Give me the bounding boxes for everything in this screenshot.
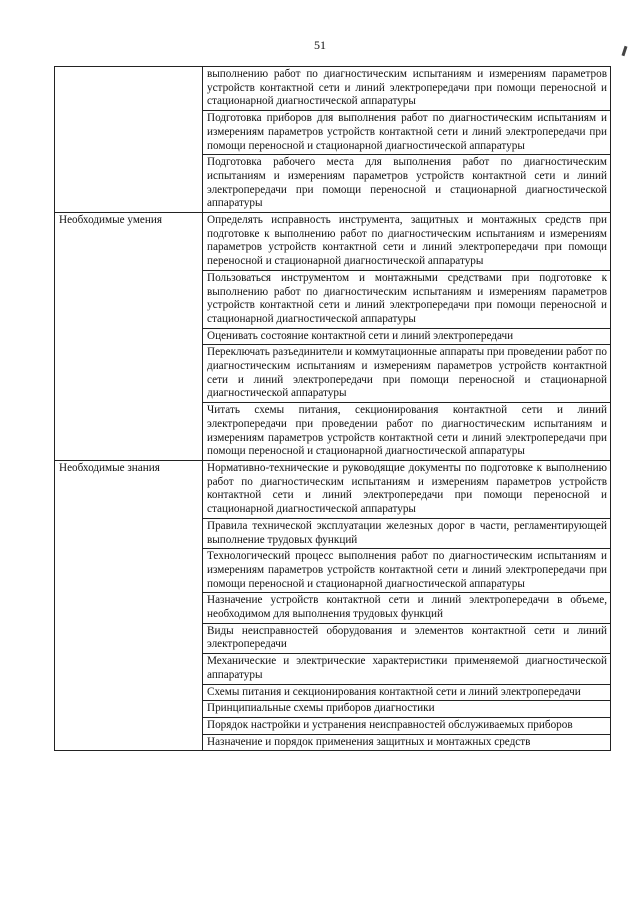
knowledge-text: Технологический процесс выполнения работ по диагностическим испытаниям и измерениям параметров устройств контактной сети и линий электропередачи при помощи переносной и стационарной диагностической аппаратуры: [203, 549, 611, 593]
skill-text: Читать схемы питания, секционирования контактной сети и линий электропередачи при проведении работ по диагностическим испытаниям и измерениям параметров устройств контактной сети и линий электропередачи при помощи переносной и стационарной диагностической аппаратуры: [203, 403, 611, 461]
knowledge-text: Механические и электрические характеристики применяемой диагностической аппаратуры: [203, 654, 611, 684]
competency-table: [54, 66, 611, 751]
page-number: 51: [314, 38, 326, 52]
row-label-knowledge: Необходимые знания: [55, 460, 203, 750]
knowledge-text: Нормативно-технические и руководящие документы по подготовке к выполнению работ по диагностическим испытаниям и измерениям параметров устройств контактной сети и линий электропередачи при помощи переносной и стационарной диагностической аппаратуры: [203, 460, 611, 518]
knowledge-text: Виды неисправностей оборудования и элементов контактной сети и линий электропередачи: [203, 623, 611, 653]
action-text: выполнению работ по диагностическим испытаниям и измерениям параметров устройств контактной сети и линий электропередачи при помощи переносной и стационарной диагностической аппаратуры: [203, 67, 611, 111]
knowledge-text: Назначение и порядок применения защитных и монтажных средств: [203, 734, 611, 751]
skill-text: Пользоваться инструментом и монтажными средствами при подготовке к выполнению работ по диагностическим испытаниям и измерениям параметров устройств контактной сети и линий электропередачи при помощи переносной и стационарной диагностической аппаратуры: [203, 270, 611, 328]
table-row: [55, 460, 611, 518]
table-row: [55, 67, 611, 111]
knowledge-text: Принципиальные схемы приборов диагностики: [203, 701, 611, 718]
action-text: Подготовка приборов для выполнения работ по диагностическим испытаниям и измерениям параметров устройств контактной сети и линий электропередачи при помощи переносной и стационарной диагностической аппаратуры: [203, 111, 611, 155]
table-row: [55, 213, 611, 271]
action-text: Подготовка рабочего места для выполнения работ по диагностическим испытаниям и измерениям параметров устройств контактной сети и линий электропередачи при помощи переносной и стационарной диагностической аппаратуры: [203, 155, 611, 213]
knowledge-text: Правила технической эксплуатации железных дорог в части, регламентирующей выполнение трудовых функций: [203, 518, 611, 548]
knowledge-text: Порядок настройки и устранения неисправностей обслуживаемых приборов: [203, 717, 611, 734]
skill-text: Переключать разъединители и коммутационные аппараты при проведении работ по диагностическим испытаниям и измерениям параметров устройств контактной сети и линий электропередачи при помощи переносной и стационарной диагностической аппаратуры: [203, 345, 611, 403]
skill-text: Оценивать состояние контактной сети и линий электропередачи: [203, 328, 611, 345]
knowledge-text: Назначение устройств контактной сети и линий электропередачи в объеме, необходимом для выполнения трудовых функций: [203, 593, 611, 623]
knowledge-text: Схемы питания и секционирования контактной сети и линий электропередачи: [203, 684, 611, 701]
row-label-skills: Необходимые умения: [55, 213, 203, 461]
row-label-continued: [55, 67, 203, 213]
skill-text: Определять исправность инструмента, защитных и монтажных средств при подготовке к выполнению работ по диагностическим испытаниям и измерениям параметров устройств контактной сети и линий электропередачи при помощи переносной и стационарной диагностической аппаратуры: [203, 213, 611, 271]
